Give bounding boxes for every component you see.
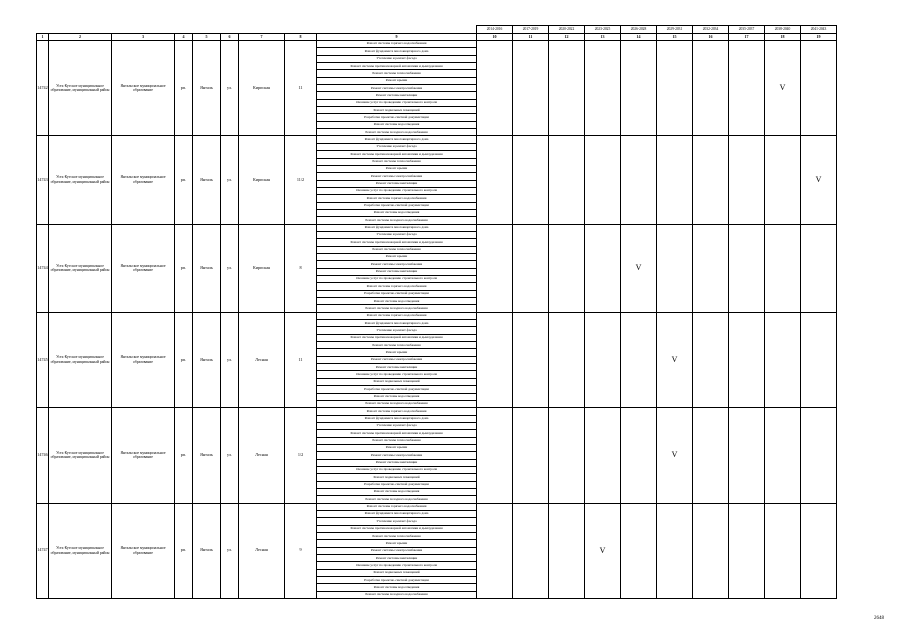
schedule-mark: V xyxy=(657,312,693,407)
schedule-cell xyxy=(477,408,513,503)
district-name: Усть-Кутское муниципальное образование, муниципальный район xyxy=(49,224,112,312)
column-number-cell: 2 xyxy=(49,34,112,41)
schedule-mark: V xyxy=(801,136,837,224)
year-header-cell: 2023-2025 xyxy=(585,26,621,34)
work-type-cell: Ремонт системы вентиляции xyxy=(317,459,477,466)
locality-type: рп. xyxy=(175,408,193,503)
schedule-cell xyxy=(693,41,729,136)
schedule-cell xyxy=(729,312,765,407)
work-type-cell: Ремонт системы горячего водоснабжения xyxy=(317,41,477,48)
schedule-cell xyxy=(549,224,585,312)
work-type-cell: Ремонт системы вентиляции xyxy=(317,555,477,562)
table-row xyxy=(37,503,837,510)
schedule-cell xyxy=(477,136,513,224)
work-type-cell: Оказание услуг по проведению строительного контроля xyxy=(317,562,477,569)
year-header-cell: 2032-2034 xyxy=(693,26,729,34)
schedule-cell xyxy=(621,408,657,503)
column-number-cell: 14 xyxy=(621,34,657,41)
column-number-cell: 11 xyxy=(513,34,549,41)
street-name: Лесная xyxy=(239,503,285,598)
column-number-cell: 6 xyxy=(221,34,239,41)
header-blank-cell xyxy=(239,26,285,34)
municipality-name: Янтальское муниципальное образование xyxy=(112,408,175,503)
column-number-cell: 4 xyxy=(175,34,193,41)
work-type-cell: Оказание услуг по проведению строительного контроля xyxy=(317,371,477,378)
work-type-cell: Ремонт фундамента многоквартирного дома xyxy=(317,48,477,55)
column-number-cell: 16 xyxy=(693,34,729,41)
work-type-cell: Ремонт системы водоотведения xyxy=(317,584,477,591)
column-number-row xyxy=(37,34,837,41)
locality-name: Янталь xyxy=(193,312,221,407)
schedule-cell xyxy=(765,136,801,224)
column-number-cell: 5 xyxy=(193,34,221,41)
work-type-cell: Ремонт системы вентиляции xyxy=(317,180,477,187)
schedule-cell xyxy=(801,408,837,503)
schedule-cell xyxy=(693,224,729,312)
table-row xyxy=(37,41,837,48)
work-type-cell: Ремонт системы противопожарной автоматики и дымоудаления xyxy=(317,430,477,437)
year-header-cell: 2035-2037 xyxy=(729,26,765,34)
year-header-cell: 2020-2022 xyxy=(549,26,585,34)
work-type-cell: Ремонт системы холодного водоснабжения xyxy=(317,217,477,224)
work-type-cell: Ремонт системы водоотведения xyxy=(317,488,477,495)
header-blank-cell xyxy=(37,26,49,34)
work-type-cell: Ремонт системы водоотведения xyxy=(317,298,477,305)
schedule-cell xyxy=(477,503,513,598)
work-type-cell: Ремонт системы электроснабжения xyxy=(317,85,477,92)
schedule-cell xyxy=(657,503,693,598)
header-blank-cell xyxy=(175,26,193,34)
work-type-cell: Ремонт системы горячего водоснабжения xyxy=(317,503,477,510)
street-name: Кирпская xyxy=(239,224,285,312)
district-name: Усть-Кутское муниципальное образование, муниципальный район xyxy=(49,41,112,136)
work-type-cell: Ремонт системы вентиляции xyxy=(317,92,477,99)
page-number: 2648 xyxy=(874,616,884,621)
work-type-cell: Ремонт системы теплоснабжения xyxy=(317,70,477,77)
column-number-cell: 19 xyxy=(801,34,837,41)
street-type: ул. xyxy=(221,312,239,407)
work-type-cell: Ремонт системы теплоснабжения xyxy=(317,246,477,253)
column-number-cell: 10 xyxy=(477,34,513,41)
schedule-cell xyxy=(513,136,549,224)
street-name: Лесная xyxy=(239,408,285,503)
column-number-cell: 13 xyxy=(585,34,621,41)
building-id: 14743 xyxy=(37,136,49,224)
schedule-cell xyxy=(801,224,837,312)
schedule-cell xyxy=(513,224,549,312)
work-type-cell: Ремонт системы теплоснабжения xyxy=(317,437,477,444)
column-number-cell: 15 xyxy=(657,34,693,41)
work-type-cell: Ремонт системы холодного водоснабжения xyxy=(317,496,477,503)
capital-repair-table xyxy=(36,25,837,599)
work-type-cell: Ремонт крыши xyxy=(317,444,477,451)
work-type-cell: Разработка проектно-сметной документации xyxy=(317,386,477,393)
work-type-cell: Ремонт системы вентиляции xyxy=(317,268,477,275)
header-blank-cell xyxy=(317,26,477,34)
house-number: 11 xyxy=(285,312,317,407)
work-type-cell: Ремонт системы электроснабжения xyxy=(317,356,477,363)
work-type-cell: Ремонт системы горячего водоснабжения xyxy=(317,283,477,290)
year-header-cell: 2026-2028 xyxy=(621,26,657,34)
work-type-cell: Ремонт крыши xyxy=(317,349,477,356)
column-number-cell: 12 xyxy=(549,34,585,41)
work-type-cell: Утепление и ремонт фасада xyxy=(317,327,477,334)
street-type: ул. xyxy=(221,408,239,503)
schedule-cell xyxy=(657,136,693,224)
building-id: 14745 xyxy=(37,312,49,407)
locality-name: Янталь xyxy=(193,41,221,136)
schedule-cell xyxy=(657,41,693,136)
work-type-cell: Ремонт системы вентиляции xyxy=(317,364,477,371)
district-name: Усть-Кутское муниципальное образование, муниципальный район xyxy=(49,408,112,503)
work-type-cell: Ремонт системы электроснабжения xyxy=(317,261,477,268)
schedule-cell xyxy=(729,224,765,312)
work-type-cell: Ремонт системы горячего водоснабжения xyxy=(317,408,477,415)
schedule-cell xyxy=(549,503,585,598)
column-number-cell: 17 xyxy=(729,34,765,41)
schedule-cell xyxy=(621,136,657,224)
year-header-cell: 2038-2040 xyxy=(765,26,801,34)
schedule-cell xyxy=(621,41,657,136)
building-id: 14746 xyxy=(37,408,49,503)
work-type-cell: Разработка проектно-сметной документации xyxy=(317,202,477,209)
street-type: ул. xyxy=(221,503,239,598)
work-type-cell: Ремонт подвальных помещений xyxy=(317,569,477,576)
year-header-row xyxy=(37,26,837,34)
schedule-cell xyxy=(657,224,693,312)
work-type-cell: Ремонт системы теплоснабжения xyxy=(317,533,477,540)
schedule-cell xyxy=(585,312,621,407)
street-type: ул. xyxy=(221,41,239,136)
locality-type: рп. xyxy=(175,503,193,598)
house-number: 11/2 xyxy=(285,136,317,224)
schedule-cell xyxy=(729,41,765,136)
schedule-cell xyxy=(801,41,837,136)
work-type-cell: Ремонт крыши xyxy=(317,253,477,260)
schedule-cell xyxy=(765,224,801,312)
schedule-cell xyxy=(729,136,765,224)
street-name: Кирпская xyxy=(239,136,285,224)
work-type-cell: Оказание услуг по проведению строительного контроля xyxy=(317,466,477,473)
schedule-mark: V xyxy=(585,503,621,598)
schedule-cell xyxy=(765,408,801,503)
street-type: ул. xyxy=(221,224,239,312)
work-type-cell: Ремонт системы электроснабжения xyxy=(317,452,477,459)
schedule-cell xyxy=(585,136,621,224)
work-type-cell: Ремонт системы электроснабжения xyxy=(317,173,477,180)
locality-name: Янталь xyxy=(193,503,221,598)
work-type-cell: Разработка проектно-сметной документации xyxy=(317,290,477,297)
street-type: ул. xyxy=(221,136,239,224)
schedule-cell xyxy=(693,136,729,224)
work-type-cell: Ремонт системы холодного водоснабжения xyxy=(317,305,477,312)
work-type-cell: Ремонт системы горячего водоснабжения xyxy=(317,195,477,202)
municipality-name: Янтальское муниципальное образование xyxy=(112,136,175,224)
locality-name: Янталь xyxy=(193,136,221,224)
work-type-cell: Разработка проектно-сметной документации xyxy=(317,114,477,121)
work-type-cell: Разработка проектно-сметной документации xyxy=(317,481,477,488)
municipality-name: Янтальское муниципальное образование xyxy=(112,41,175,136)
house-number: 11 xyxy=(285,41,317,136)
locality-type: рп. xyxy=(175,41,193,136)
year-header-cell: 2014-2016 xyxy=(477,26,513,34)
work-type-cell: Разработка проектно-сметной документации xyxy=(317,577,477,584)
locality-type: рп. xyxy=(175,224,193,312)
work-type-cell: Ремонт системы холодного водоснабжения xyxy=(317,400,477,407)
year-header-cell: 2041-2043 xyxy=(801,26,837,34)
schedule-mark: V xyxy=(657,408,693,503)
municipality-name: Янтальское муниципальное образование xyxy=(112,503,175,598)
schedule-cell xyxy=(693,503,729,598)
building-id: 14742 xyxy=(37,41,49,136)
work-type-cell: Утепление и ремонт фасада xyxy=(317,143,477,150)
header-blank-cell xyxy=(49,26,112,34)
work-type-cell: Ремонт подвальных помещений xyxy=(317,107,477,114)
schedule-cell xyxy=(477,41,513,136)
column-number-cell: 18 xyxy=(765,34,801,41)
header-blank-cell xyxy=(221,26,239,34)
schedule-cell xyxy=(801,312,837,407)
table-row xyxy=(37,312,837,319)
work-type-cell: Оказание услуг по проведению строительного контроля xyxy=(317,187,477,194)
work-type-cell: Ремонт системы водоотведения xyxy=(317,393,477,400)
work-type-cell: Утепление и ремонт фасада xyxy=(317,518,477,525)
schedule-cell xyxy=(549,136,585,224)
house-number: 1/2 xyxy=(285,408,317,503)
work-type-cell: Ремонт системы противопожарной автоматики и дымоудаления xyxy=(317,151,477,158)
work-type-cell: Ремонт системы теплоснабжения xyxy=(317,342,477,349)
column-number-cell: 8 xyxy=(285,34,317,41)
schedule-cell xyxy=(549,312,585,407)
district-name: Усть-Кутское муниципальное образование, муниципальный район xyxy=(49,503,112,598)
work-type-cell: Утепление и ремонт фасада xyxy=(317,231,477,238)
work-type-cell: Ремонт системы водоотведения xyxy=(317,209,477,216)
work-type-cell: Ремонт системы теплоснабжения xyxy=(317,158,477,165)
schedule-cell xyxy=(549,408,585,503)
work-type-cell: Ремонт системы водоотведения xyxy=(317,121,477,128)
work-type-cell: Ремонт фундамента многоквартирного дома xyxy=(317,136,477,143)
year-header-cell: 2029-2031 xyxy=(657,26,693,34)
schedule-cell xyxy=(621,312,657,407)
schedule-cell xyxy=(549,41,585,136)
schedule-cell xyxy=(477,312,513,407)
building-id: 14744 xyxy=(37,224,49,312)
work-type-cell: Утепление и ремонт фасада xyxy=(317,422,477,429)
schedule-mark: V xyxy=(765,41,801,136)
schedule-cell xyxy=(585,224,621,312)
schedule-cell xyxy=(513,41,549,136)
schedule-cell xyxy=(513,503,549,598)
work-type-cell: Ремонт крыши xyxy=(317,165,477,172)
schedule-cell xyxy=(801,503,837,598)
street-name: Лесная xyxy=(239,312,285,407)
schedule-cell xyxy=(585,41,621,136)
work-type-cell: Ремонт фундамента многоквартирного дома xyxy=(317,415,477,422)
street-name: Кирпская xyxy=(239,41,285,136)
schedule-cell xyxy=(765,312,801,407)
work-type-cell: Ремонт подвальных помещений xyxy=(317,474,477,481)
building-id: 14747 xyxy=(37,503,49,598)
locality-type: рп. xyxy=(175,136,193,224)
work-type-cell: Ремонт системы холодного водоснабжения xyxy=(317,591,477,598)
header-blank-cell xyxy=(193,26,221,34)
work-type-cell: Ремонт системы холодного водоснабжения xyxy=(317,129,477,136)
column-number-cell: 3 xyxy=(112,34,175,41)
schedule-cell xyxy=(765,503,801,598)
header-blank-cell xyxy=(112,26,175,34)
schedule-cell xyxy=(513,408,549,503)
header-blank-cell xyxy=(285,26,317,34)
work-type-cell: Ремонт системы противопожарной автоматики и дымоудаления xyxy=(317,334,477,341)
work-type-cell: Ремонт системы противопожарной автоматики и дымоудаления xyxy=(317,239,477,246)
work-type-cell: Ремонт системы горячего водоснабжения xyxy=(317,312,477,319)
work-type-cell: Ремонт фундамента многоквартирного дома xyxy=(317,320,477,327)
schedule-cell xyxy=(477,224,513,312)
house-number: 8 xyxy=(285,224,317,312)
schedule-cell xyxy=(729,503,765,598)
schedule-cell xyxy=(585,408,621,503)
work-type-cell: Ремонт подвальных помещений xyxy=(317,378,477,385)
work-type-cell: Ремонт крыши xyxy=(317,77,477,84)
work-type-cell: Ремонт фундамента многоквартирного дома xyxy=(317,224,477,231)
table-row xyxy=(37,408,837,415)
schedule-mark: V xyxy=(621,224,657,312)
work-type-cell: Оказание услуг по проведению строительного контроля xyxy=(317,276,477,283)
locality-name: Янталь xyxy=(193,224,221,312)
house-number: 9 xyxy=(285,503,317,598)
table-row xyxy=(37,136,837,143)
locality-name: Янталь xyxy=(193,408,221,503)
locality-type: рп. xyxy=(175,312,193,407)
column-number-cell: 1 xyxy=(37,34,49,41)
work-type-cell: Ремонт фундамента многоквартирного дома xyxy=(317,511,477,518)
column-number-cell: 7 xyxy=(239,34,285,41)
schedule-cell xyxy=(621,503,657,598)
work-type-cell: Ремонт системы электроснабжения xyxy=(317,547,477,554)
municipality-name: Янтальское муниципальное образование xyxy=(112,224,175,312)
schedule-cell xyxy=(729,408,765,503)
district-name: Усть-Кутское муниципальное образование, муниципальный район xyxy=(49,312,112,407)
municipality-name: Янтальское муниципальное образование xyxy=(112,312,175,407)
schedule-cell xyxy=(693,408,729,503)
schedule-cell xyxy=(693,312,729,407)
table-row xyxy=(37,224,837,231)
column-number-cell: 9 xyxy=(317,34,477,41)
work-type-cell: Ремонт системы противопожарной автоматики и дымоудаления xyxy=(317,63,477,70)
work-type-cell: Оказание услуг по проведению строительного контроля xyxy=(317,99,477,106)
work-type-cell: Ремонт крыши xyxy=(317,540,477,547)
schedule-cell xyxy=(513,312,549,407)
district-name: Усть-Кутское муниципальное образование, муниципальный район xyxy=(49,136,112,224)
work-type-cell: Утепление и ремонт фасада xyxy=(317,55,477,62)
work-type-cell: Ремонт системы противопожарной автоматики и дымоудаления xyxy=(317,525,477,532)
year-header-cell: 2017-2019 xyxy=(513,26,549,34)
